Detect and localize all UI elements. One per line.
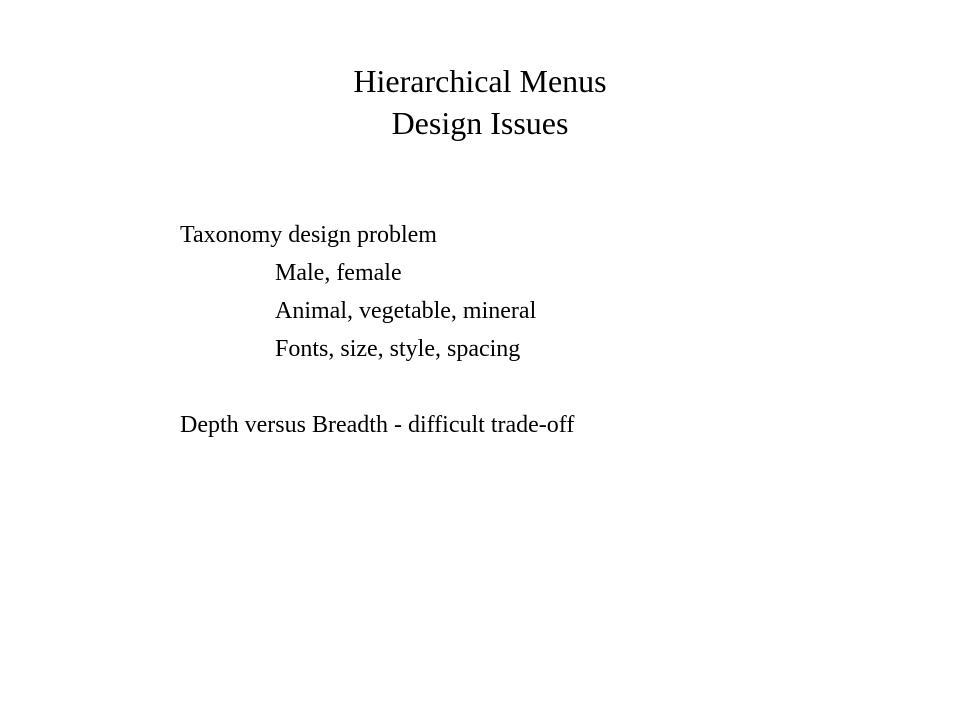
bullet-taxonomy-design-problem: Taxonomy design problem xyxy=(180,222,437,248)
bullet-spacer xyxy=(180,368,900,406)
title-line-2: Design Issues xyxy=(391,105,569,141)
sub-bullet-male-female: Male, female xyxy=(275,260,402,286)
sub-bullet-fonts-size-style-spacing: Fonts, size, style, spacing xyxy=(275,336,521,362)
slide-title xyxy=(0,60,960,144)
title-line-1: Hierarchical Menus xyxy=(353,63,607,99)
bullet-depth-versus-breadth: Depth versus Breadth - difficult trade-off xyxy=(180,412,575,438)
sub-bullet-animal-vegetable-mineral: Animal, vegetable, mineral xyxy=(275,298,537,324)
slide-body xyxy=(180,216,900,444)
